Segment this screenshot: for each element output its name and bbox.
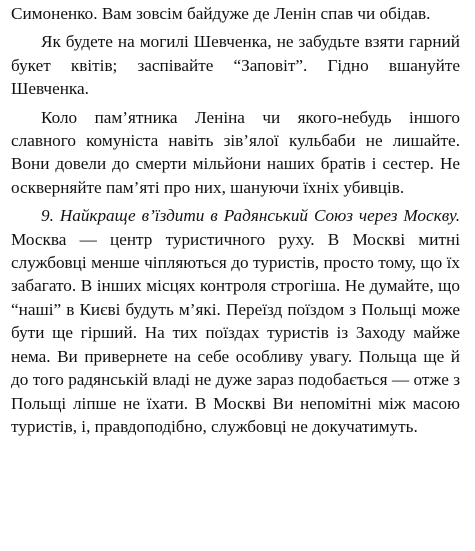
- paragraph-1-text: Симоненко. Вам зовсім байдуже де Ленін спав чи обідав.: [11, 4, 431, 23]
- paragraph-3-text: Коло пам’ятника Леніна чи якого-небудь іншого славного комуніста навіть зів’ялої кульбаби не лишайте. Вони довели до смерти мільйони наших братів і сестер. Не оскверняйте пам’яті про них, шануючи їхніх убивців.: [11, 107, 460, 197]
- document-page: [11, 2, 460, 438]
- paragraph-4-emphasis: 9. Найкраще в’їздити в Радянський Союз через Москву.: [41, 206, 460, 226]
- paragraph-3: [11, 106, 460, 200]
- paragraph-1: [11, 2, 460, 25]
- paragraph-2: [11, 30, 460, 100]
- paragraph-4-text: Москва — центр туристичного руху. В Москві митні службовці менше чіпляються до туристів, просто тому, що їх забагато. В інших місцях контроля строгіша. Не думайте, що “наші” в Києві будуть м’які. Переїзд поїздом з Польщі може бути ще гірший. На тих поїздах туристів із Заходу майже нема. Ви привернете на себе особливу увагу. Польща ще й до того радянській владі не дуже зараз подобається — отже з Польщі ліпше не їхати. В Москві Ви непомітні між масою туристів, і, правдоподібно, службовці не докучатимуть.: [11, 229, 460, 436]
- paragraph-4: [11, 204, 460, 438]
- paragraph-2-text: Як будете на могилі Шевченка, не забудьте взяти гарний букет квітів; заспівайте “Заповіт”. Гідно вшануйте Шевченка.: [11, 32, 460, 99]
